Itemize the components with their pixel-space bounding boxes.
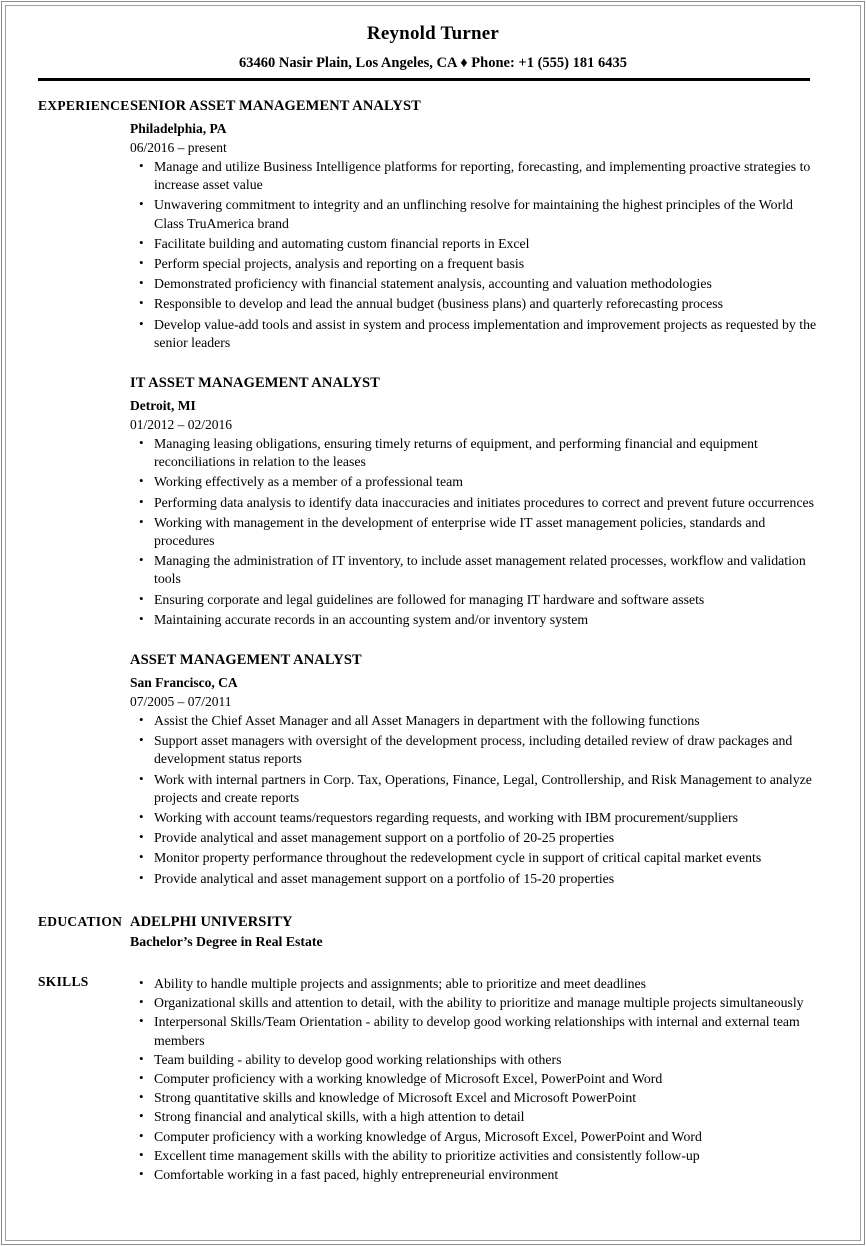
- job-bullet-list: [130, 158, 818, 352]
- experience-section: [0, 81, 866, 888]
- skill-bullet: • Comfortable working in a fast paced, highly entrepreneurial environment: [130, 1166, 818, 1184]
- skill-bullet: • Strong quantitative skills and knowledge of Microsoft Excel and Microsoft PowerPoint: [130, 1089, 818, 1107]
- job-bullet: • Working with account teams/requestors regarding requests, and working with IBM procurement/suppliers: [130, 809, 818, 827]
- job-dates: 01/2012 – 02/2016: [130, 417, 233, 433]
- skills-bullet-list: [130, 975, 818, 1184]
- education-degree: Bachelor’s Degree in Real Estate: [130, 933, 323, 949]
- job-location: Detroit, MI: [130, 398, 196, 414]
- job-title: ASSET MANAGEMENT ANALYST: [130, 652, 362, 669]
- job-dates: 07/2005 – 07/2011: [130, 694, 232, 710]
- education-section: [0, 888, 866, 951]
- education-school: ADELPHI UNIVERSITY: [130, 913, 293, 930]
- job-bullet: • Working with management in the development of enterprise wide IT asset management policies, standards and procedures: [130, 514, 818, 550]
- job-bullet: • Demonstrated proficiency with financial statement analysis, accounting and valuation methodologies: [130, 275, 818, 293]
- job-bullet: • Manage and utilize Business Intelligence platforms for reporting, forecasting, and implementing proactive strategies to increase asset value: [130, 158, 818, 194]
- education-entry: [130, 913, 866, 951]
- job-bullet-list: [130, 712, 818, 888]
- skill-bullet: • Excellent time management skills with the ability to prioritize activities and consistently follow-up: [130, 1147, 818, 1165]
- job-bullet: • Develop value-add tools and assist in system and process implementation and improvement projects as requested by the senior leaders: [130, 316, 818, 352]
- resume-header: [0, 0, 866, 81]
- job-bullet: • Provide analytical and asset management support on a portfolio of 15-20 properties: [130, 870, 818, 888]
- job-bullet: • Perform special projects, analysis and reporting on a frequent basis: [130, 255, 818, 273]
- job-location: Philadelphia, PA: [130, 121, 227, 136]
- job-bullet: • Provide analytical and asset management support on a portfolio of 20-25 properties: [130, 829, 818, 847]
- job-location: San Francisco, CA: [130, 675, 238, 691]
- job-bullet: • Support asset managers with oversight of the development process, including detailed review of draw packages and development status reports: [130, 732, 818, 768]
- experience-entries: [130, 97, 866, 888]
- job-bullet: • Ensuring corporate and legal guidelines are followed for managing IT hardware and software assets: [130, 591, 818, 609]
- job-bullet: • Unwavering commitment to integrity and an unflinching resolve for maintaining the highest principles of the World Class TruAmerica brand: [130, 196, 818, 232]
- job-bullet: • Responsible to develop and lead the annual budget (business plans) and quarterly reforecasting process: [130, 295, 818, 313]
- job-bullet: • Working effectively as a member of a professional team: [130, 473, 818, 491]
- skills-body: [130, 973, 866, 1184]
- job-bullet: • Performing data analysis to identify data inaccuracies and initiates procedures to correct and prevent future occurrences: [130, 494, 818, 512]
- skill-bullet: • Computer proficiency with a working knowledge of Microsoft Excel, PowerPoint and Word: [130, 1070, 818, 1088]
- job-bullet: • Managing leasing obligations, ensuring timely returns of equipment, and performing financial and equipment reconciliations in relation to the leases: [130, 435, 818, 471]
- job-bullet: • Managing the administration of IT inventory, to include asset management related processes, workflow and validation tools: [130, 552, 818, 588]
- job-bullet-list: [130, 435, 818, 629]
- skill-bullet: • Computer proficiency with a working knowledge of Argus, Microsoft Excel, PowerPoint and Word: [130, 1128, 818, 1146]
- section-label-skills: SKILLS: [38, 973, 89, 989]
- candidate-name: Reynold Turner: [366, 23, 500, 44]
- skill-bullet: • Strong financial and analytical skills, with a high attention to detail: [130, 1108, 818, 1126]
- job-bullet: • Facilitate building and automating custom financial reports in Excel: [130, 235, 818, 253]
- job-title: SENIOR ASSET MANAGEMENT ANALYST: [130, 98, 421, 114]
- section-label-education: EDUCATION: [38, 913, 123, 929]
- skill-bullet: • Ability to handle multiple projects and assignments; able to prioritize and meet deadlines: [130, 975, 818, 993]
- job-bullet: • Monitor property performance throughout the redevelopment cycle in support of critical capital market events: [130, 849, 818, 867]
- experience-entry: [130, 374, 818, 629]
- job-bullet: • Assist the Chief Asset Manager and all Asset Managers in department with the following functions: [130, 712, 818, 730]
- experience-entry: [130, 97, 818, 352]
- candidate-contact-line: 63460 Nasir Plain, Los Angeles, CA ♦ Phone: +1 (555) 181 6435: [239, 55, 627, 71]
- skills-section: [0, 951, 866, 1184]
- skill-bullet: • Team building - ability to develop good working relationships with others: [130, 1051, 818, 1069]
- job-title: IT ASSET MANAGEMENT ANALYST: [130, 375, 380, 392]
- job-bullet: • Maintaining accurate records in an accounting system and/or inventory system: [130, 611, 818, 629]
- section-label-experience: EXPERIENCE: [38, 98, 130, 113]
- job-bullet: • Work with internal partners in Corp. Tax, Operations, Finance, Legal, Controllership, and Risk Management to analyze projects and create reports: [130, 771, 818, 807]
- job-dates: 06/2016 – present: [130, 140, 227, 155]
- skill-bullet: • Interpersonal Skills/Team Orientation - ability to develop good working relationships with internal and external team members: [130, 1013, 818, 1049]
- experience-entry: [130, 651, 818, 888]
- skill-bullet: • Organizational skills and attention to detail, with the ability to prioritize and manage multiple projects simultaneously: [130, 994, 818, 1012]
